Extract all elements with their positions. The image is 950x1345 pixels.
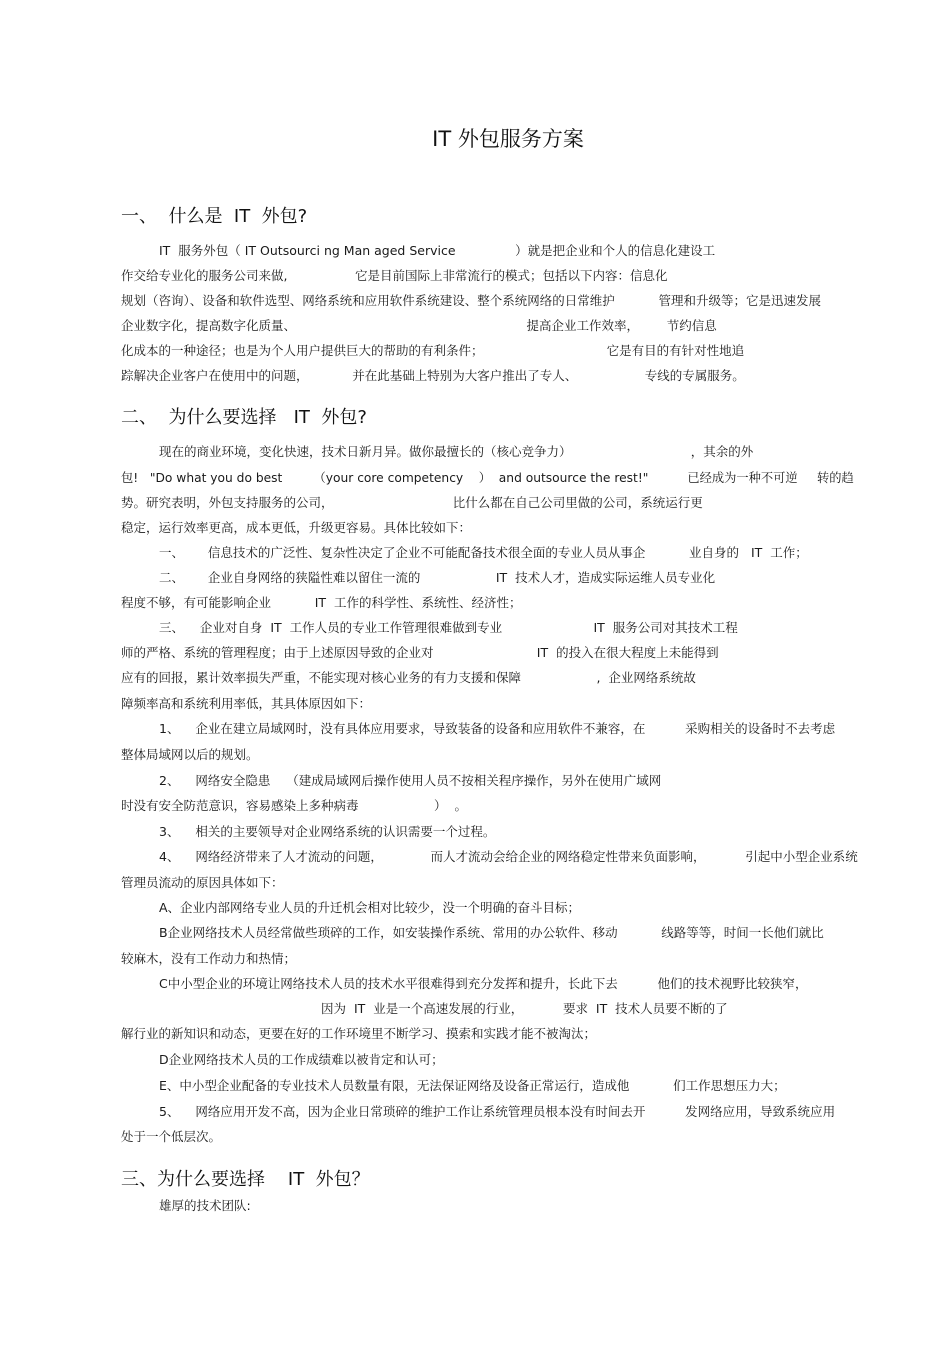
paragraph-line: 师的严格、系统的管理程度；由于上述原因导致的企业对 IT 的投入在很大程度上未能得到 [121,645,719,660]
paragraph-line: 化成本的一种途径；也是为个人用户提供巨大的帮助的有利条件； 它是有目的有针对性地追 [121,343,745,358]
document-title: IT 外包服务方案 [432,127,584,151]
paragraph-line: 势。研究表明，外包支持服务的公司， 比什么都在自己公司里做的公司，系统运行更 [121,495,703,510]
paragraph-line: 较麻木，没有工作动力和热情； [121,951,297,966]
list-item: 二、 企业自身网络的狭隘性难以留住一流的 IT 技术人才，造成实际运维人员专业化 [159,570,716,585]
paragraph-line: 规划（咨询）、设备和软件选型、网络系统和应用软件系统建设、整个系统网络的日常维护 管理和升级等；它是迅速发展 [121,293,821,308]
list-item: 一、 信息技术的广泛性、复杂性决定了企业不可能配备技术很全面的专业人员从事企 业自身的 IT 工作； [159,545,808,560]
list-item: 4、 网络经济带来了人才流动的问题， 而人才流动会给企业的网络稳定性带来负面影响， 引起中小型企业系统 [159,849,858,864]
section-heading-2: 二、 为什么要选择 IT 外包? [121,407,367,428]
paragraph-line: 整体局域网以后的规划。 [121,747,259,762]
paragraph-line: 因为 IT 业是一个高速发展的行业， 要求 IT 技术人员要不断的了 [321,1001,728,1016]
paragraph-line: 程度不够，有可能影响企业 IT 工作的科学性、系统性、经济性； [121,595,522,610]
paragraph-line: 踪解决企业客户在使用中的问题， 并在此基础上特别为大客户推出了专人、 专线的专属服务。 [121,368,745,383]
paragraph-line: 雄厚的技术团队: [159,1198,251,1213]
section-heading-3: 三、为什么要选择 IT 外包？ [121,1169,370,1190]
paragraph-line: 管理员流动的原因具体如下： [121,875,284,890]
paragraph-line: 现在的商业环境，变化快速，技术日新月异。做你最擅长的（核心竞争力） ，其余的外 [159,444,754,459]
paragraph-line: IT 服务外包（ IT Outsourci ng Man aged Service ）就是把企业和个人的信息化建设工 [159,243,716,258]
list-item: 三、 企业对自身 IT 工作人员的专业工作管理很难做到专业 IT 服务公司对其技术工程 [159,620,738,635]
list-item: 3、 相关的主要领导对企业网络系统的认识需要一个过程。 [159,824,496,839]
list-item: B企业网络技术人员经常做些琐碎的工作，如安装操作系统、常用的办公软件、移动 线路等等，时间一长他们就比 [159,925,824,940]
section-heading-1: 一、 什么是 IT 外包? [121,206,308,227]
list-item: 1、 企业在建立局域网时，没有具体应用要求，导致装备的设备和应用软件不兼容，在 采购相关的设备时不去考虑 [159,721,836,736]
paragraph-line: 企业数字化，提高数字化质量、 提高企业工作效率， 节约信息 [121,318,717,333]
list-item: C中小型企业的环境让网络技术人员的技术水平很难得到充分发挥和提升，长此下去 他们的技术视野比较狭窄， [159,976,808,991]
list-item: E、中小型企业配备的专业技术人员数量有限，无法保证网络及设备正常运行，造成他 们工作思想压力大； [159,1078,786,1093]
paragraph-line: 处于一个低层次。 [121,1129,222,1144]
paragraph-line: 时没有安全防范意识，容易感染上多种病毒 ） 。 [121,798,467,813]
list-item: 5、 网络应用开发不高，因为企业日常琐碎的维护工作让系统管理员根本没有时间去开 发网络应用，导致系统应用 [159,1104,836,1119]
list-item: D企业网络技术人员的工作成绩难以被肯定和认可； [159,1052,444,1067]
list-item: A、企业内部网络专业人员的升迁机会相对比较少，没一个明确的奋斗目标； [159,900,581,915]
paragraph-line: 解行业的新知识和动态，更要在好的工作环境里不断学习、摸索和实践才能不被淘汰； [121,1026,597,1041]
paragraph-line: 稳定，运行效率更高，成本更低，升级更容易。具体比较如下： [121,520,472,535]
paragraph-line: 障频率高和系统利用率低，其具体原因如下： [121,696,372,711]
paragraph-line: 应有的回报，累计效率损失严重，不能实现对核心业务的有力支援和保障 , 企业网络系统故 [121,670,696,685]
list-item: 2、 网络安全隐患 （建成局域网后操作使用人员不按相关程序操作，另外在使用广域网 [159,773,662,788]
paragraph-line: 包! "Do what you do best （your core competency ） and outsource the rest!" 已经成为一种不可逆 转的趋 [121,471,854,485]
paragraph-line: 作交给专业化的服务公司来做, 它是目前国际上非常流行的模式；包括以下内容：信息化 [121,268,668,283]
